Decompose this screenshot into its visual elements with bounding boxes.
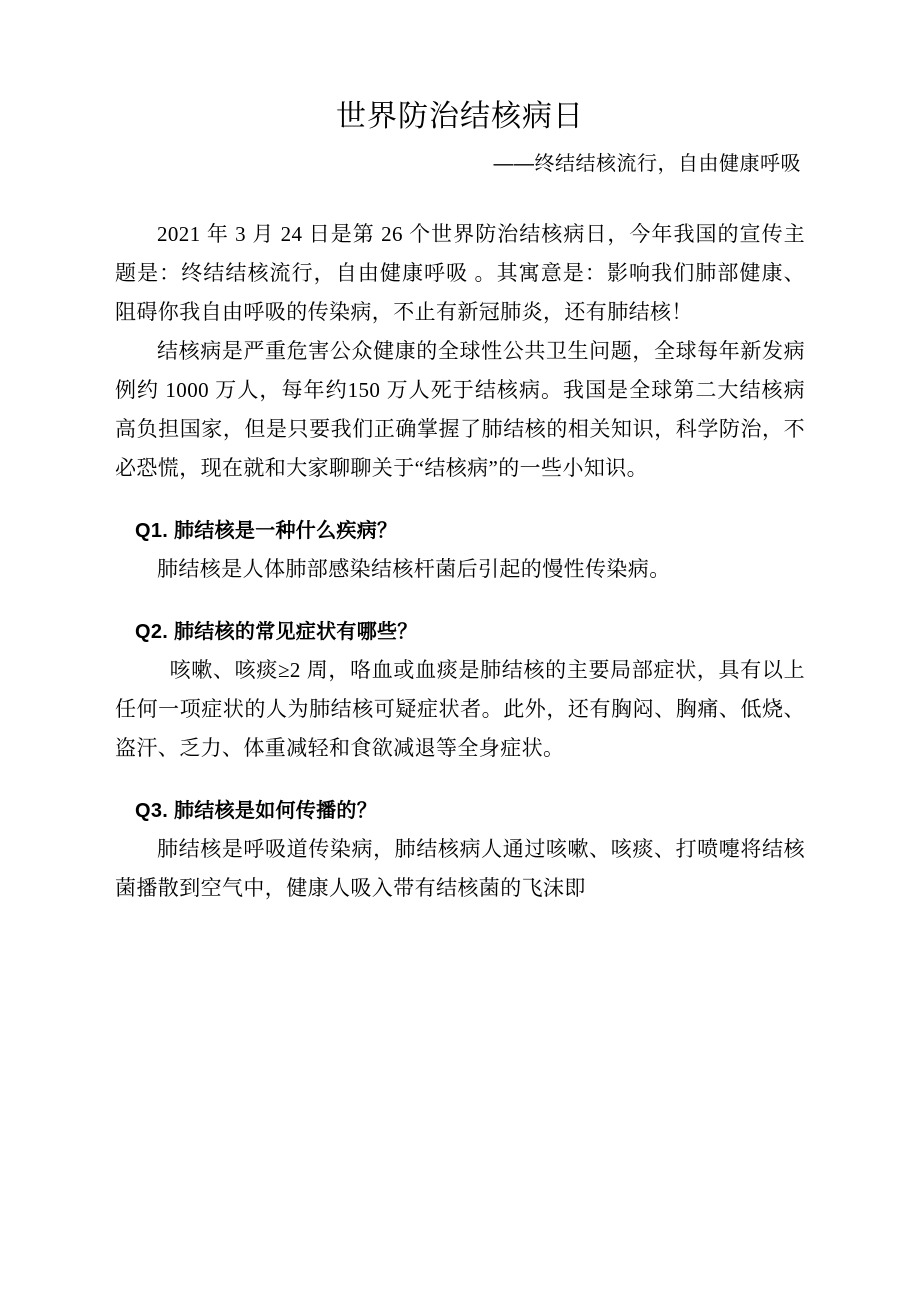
qa-question-3: Q3. 肺结核是如何传播的？: [135, 800, 377, 822]
page-title: 世界防治结核病日: [336, 100, 584, 133]
qa-answer-2: 咳嗽、咳痰≥2 周，咯血或血痰是肺结核的主要局部症状，具有以上任何一项症状的人为肺结核可疑症状者。此外，还有胸闷、胸痛、低烧、盗汗、乏力、体重减轻和食欲减退等全身症状。: [115, 658, 805, 760]
page-subtitle: ——终结结核流行，自由健康呼吸: [493, 153, 801, 175]
qa-question-1: Q1. 肺结核是一种什么疾病？: [135, 520, 398, 542]
intro-section: [115, 215, 805, 488]
qa-item-2: [115, 615, 805, 768]
intro-paragraph-1: 2021 年 3 月 24 日是第 26 个世界防治结核病日，今年我国的宣传主题是：终结结核流行，自由健康呼吸 。其寓意是：影响我们肺部健康、阻碍你我自由呼吸的传染病，不止有新冠肺炎，还有肺结核！: [115, 222, 805, 324]
qa-item-3: [115, 794, 805, 908]
qa-answer-1: 肺结核是人体肺部感染结核杆菌后引起的慢性传染病。: [157, 557, 671, 581]
qa-question-2: Q2. 肺结核的常见症状有哪些？: [135, 621, 418, 643]
qa-item-1: [115, 514, 805, 589]
intro-paragraph-2: 结核病是严重危害公众健康的全球性公共卫生问题，全球每年新发病例约 1000 万人，每年约150 万人死于结核病。我国是全球第二大结核病高负担国家，但是只要我们正确掌握了肺结核的相关知识，科学防治，不必恐慌，现在就和大家聊聊关于“结核病”的一些小知识。: [115, 339, 805, 480]
qa-answer-3: 肺结核是呼吸道传染病，肺结核病人通过咳嗽、咳痰、打喷嚏将结核菌播散到空气中，健康人吸入带有结核菌的飞沫即: [115, 837, 805, 900]
